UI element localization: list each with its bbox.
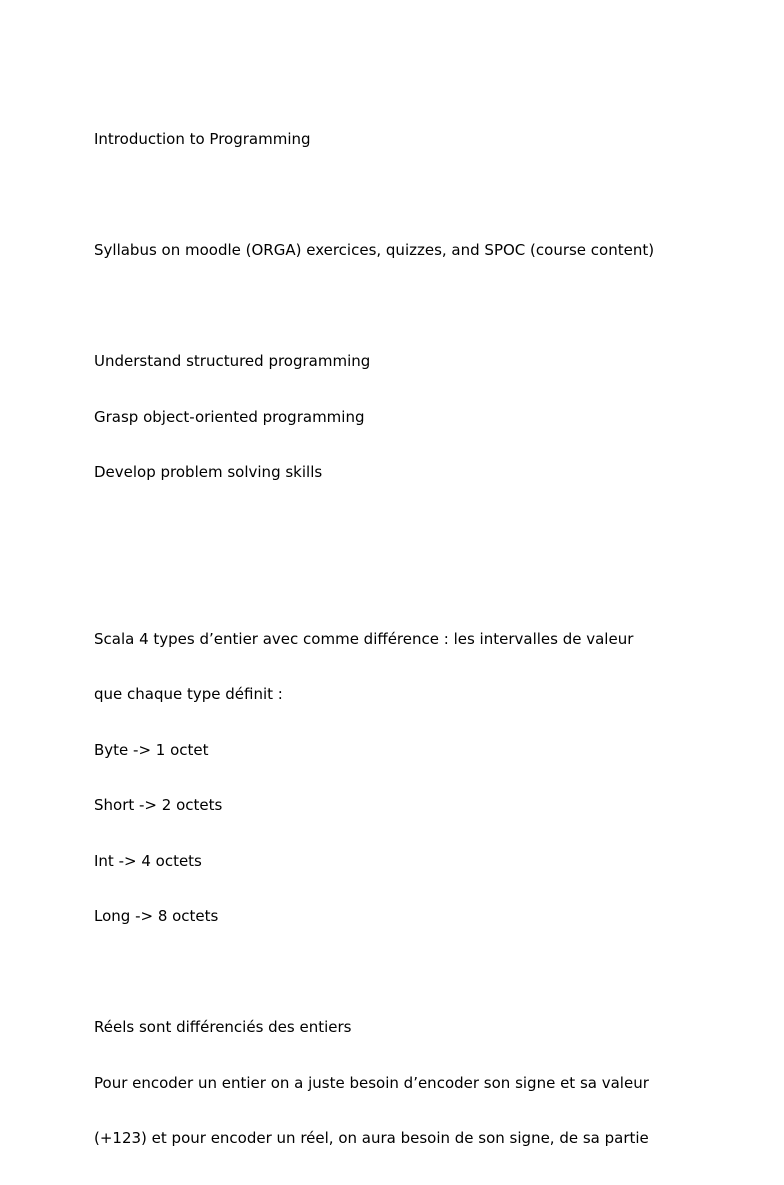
- reals-line: Pour encoder un entier on a juste besoin d’encoder son signe et sa valeur: [94, 1073, 649, 1092]
- blank-line: [94, 574, 774, 593]
- blank-line: [94, 963, 774, 982]
- document-title: Introduction to Programming: [94, 130, 311, 148]
- goal-line: Grasp object-oriented programming: [94, 407, 365, 426]
- blank-line: [94, 297, 774, 316]
- blank-line: [94, 519, 774, 538]
- scala-intro-line: Scala 4 types d’entier avec comme différence : les intervalles de valeur: [94, 629, 634, 648]
- goal-line: Understand structured programming: [94, 352, 371, 370]
- reals-line: Réels sont différenciés des entiers: [94, 1018, 352, 1036]
- syllabus-line: Syllabus on moodle (ORGA) exercices, quizzes, and SPOC (course content): [94, 241, 655, 259]
- goal-line: Develop problem solving skills: [94, 463, 323, 481]
- type-line: Short -> 2 octets: [94, 796, 223, 814]
- type-line: Int -> 4 octets: [94, 851, 202, 870]
- document-body: [94, 93, 774, 1185]
- type-line: Long -> 8 octets: [94, 907, 219, 925]
- blank-line: [94, 186, 774, 205]
- reals-line: (+123) et pour encoder un réel, on aura besoin de son signe, de sa partie: [94, 1129, 649, 1147]
- type-line: Byte -> 1 octet: [94, 740, 209, 759]
- scala-intro-line: que chaque type définit :: [94, 685, 283, 703]
